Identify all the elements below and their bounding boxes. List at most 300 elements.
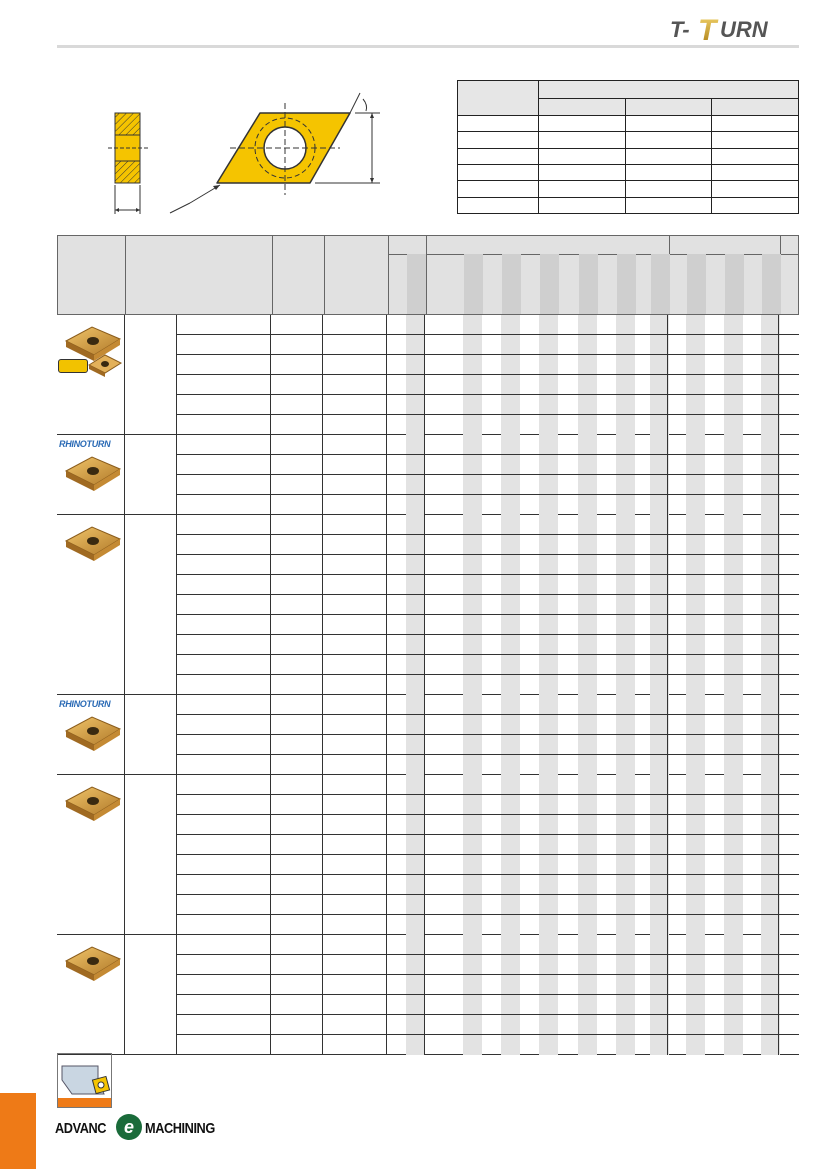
grade-cell [323,355,387,374]
insert-image-cell [57,515,125,694]
grade-cell [323,455,387,474]
grade-cell [668,415,779,435]
logo-e-icon [115,1113,143,1141]
grade-cell [425,715,668,734]
grade-cell [425,515,668,534]
grade-cell [425,455,668,474]
grade-cell [668,955,779,974]
grid-header-stripe [407,254,426,314]
insert-icon [58,519,124,579]
grade-row [177,555,799,575]
grade-cell [425,975,668,994]
grade-cell [668,795,779,814]
grade-cell [668,715,779,734]
grade-cell [387,595,425,614]
grade-cell [323,875,387,894]
grade-cell [425,735,668,754]
grade-cell [425,955,668,974]
grade-cell [271,515,323,534]
grade-cell [668,815,779,834]
grade-cell [425,475,668,494]
grade-row [177,315,799,335]
grade-cell [323,975,387,994]
grade-cell [668,755,779,775]
designation-cell [177,755,271,775]
grade-row [177,775,799,795]
grid-header-stripe [725,254,744,314]
grade-cell [271,455,323,474]
grade-cell [425,635,668,654]
grade-cell [387,335,425,354]
grade-cell [668,455,779,474]
grade-row [177,615,799,635]
grade-cell [668,915,779,935]
grade-cell [323,495,387,515]
grade-cell [387,635,425,654]
grade-cell [387,895,425,914]
grade-cell [387,515,425,534]
grade-cell [271,375,323,394]
insert-group [57,935,799,1055]
insert-name-cell [125,435,177,514]
grade-cell [425,895,668,914]
insert-image-cell [57,935,125,1054]
designation-cell [177,995,271,1014]
grade-cell [425,1035,668,1055]
grade-cell [425,855,668,874]
grade-cell [668,975,779,994]
insert-image-cell [57,695,125,774]
grade-cell [271,315,323,334]
designation-cell [177,715,271,734]
grade-cell [387,775,425,794]
insert-icon [58,779,124,839]
insert-top-view [150,85,390,220]
grade-cell [425,795,668,814]
grade-cell [425,815,668,834]
grade-cell [271,535,323,554]
designation-cell [177,795,271,814]
grade-row [177,675,799,695]
grade-cell [323,775,387,794]
grade-cell [387,695,425,714]
grade-cell [271,935,323,954]
grade-cell [323,375,387,394]
insert-name-cell [125,695,177,774]
grade-cell [425,575,668,594]
rhinoturn-logo: RHINOTURN [59,699,111,709]
grade-cell [425,675,668,695]
grade-cell [387,555,425,574]
grade-cell [425,995,668,1014]
grid-divider [272,236,273,314]
grade-cell [668,1015,779,1034]
grade-cell [425,375,668,394]
grade-row [177,735,799,755]
grade-cell [271,855,323,874]
grade-cell [271,915,323,935]
designation-cell [177,615,271,634]
grade-row [177,495,799,515]
designation-cell [177,735,271,754]
grade-row [177,1015,799,1035]
grade-cell [323,595,387,614]
designation-cell [177,855,271,874]
small-insert-icon [85,351,125,379]
grade-row [177,975,799,995]
grade-cell [387,855,425,874]
grade-cell [387,835,425,854]
grade-cell [323,315,387,334]
grid-header-stripe [762,254,781,314]
grade-cell [668,875,779,894]
grade-cell [323,715,387,734]
grid-divider [125,236,126,314]
grade-cell [271,435,323,454]
grade-tag [58,359,88,373]
workpiece-icon [58,1054,111,1098]
grade-cell [387,915,425,935]
grade-cell [387,715,425,734]
designation-cell [177,1015,271,1034]
grid-divider [426,236,427,314]
insert-image-cell [57,775,125,934]
grid-header-stripe [464,254,483,314]
grade-cell [271,615,323,634]
grade-cell [271,575,323,594]
grade-cell [323,415,387,435]
designation-cell [177,515,271,534]
grade-cell [323,655,387,674]
grade-cell [323,955,387,974]
designation-cell [177,475,271,494]
grade-cell [323,695,387,714]
grade-cell [387,975,425,994]
grade-cell [425,435,668,454]
grade-cell [668,395,779,414]
grade-cell [668,435,779,454]
grade-cell [668,695,779,714]
grade-cell [323,435,387,454]
grade-cell [668,995,779,1014]
grade-cell [425,915,668,935]
grade-cell [323,555,387,574]
grade-cell [323,475,387,494]
insert-image-cell [57,435,125,514]
designation-cell [177,355,271,374]
grade-cell [668,1035,779,1055]
grade-cell [323,835,387,854]
grade-cell [271,555,323,574]
application-icon [57,1053,112,1108]
grade-cell [668,495,779,515]
designation-cell [177,395,271,414]
grade-cell [271,955,323,974]
grade-cell [425,315,668,334]
grade-cell [323,1015,387,1034]
grade-cell [668,675,779,695]
grade-cell [668,555,779,574]
grade-cell [425,775,668,794]
grade-cell [271,495,323,515]
designation-cell [177,655,271,674]
grid-header-stripe [502,254,521,314]
grade-row [177,835,799,855]
grade-cell [387,1035,425,1055]
insert-group [57,435,799,515]
header-rule [57,45,799,48]
designation-cell [177,375,271,394]
grade-row [177,435,799,455]
svg-text:e: e [123,1117,135,1137]
insert-name-cell [125,315,177,434]
grade-row [177,575,799,595]
grade-cell [271,655,323,674]
grade-cell [387,935,425,954]
grade-cell [668,575,779,594]
grade-cell [323,335,387,354]
designation-cell [177,675,271,695]
grade-cell [668,635,779,654]
grade-row [177,935,799,955]
dimension-table [457,80,799,214]
insert-group [57,515,799,695]
grade-cell [323,795,387,814]
grade-cell [668,375,779,394]
grid-header [57,235,799,315]
insert-image-cell [57,315,125,434]
grade-cell [387,435,425,454]
grade-row [177,595,799,615]
designation-cell [177,955,271,974]
grade-row [177,855,799,875]
grade-row [177,895,799,915]
designation-cell [177,535,271,554]
designation-cell [177,415,271,435]
grade-cell [323,575,387,594]
grade-cell [387,955,425,974]
designation-cell [177,895,271,914]
grade-cell [271,635,323,654]
insert-group [57,775,799,935]
grid-divider [388,236,389,314]
insert-icon [58,939,124,999]
grade-cell [323,855,387,874]
grade-cell [323,515,387,534]
grade-row [177,755,799,775]
grade-cell [271,735,323,754]
grade-cell [271,755,323,775]
grade-row [177,995,799,1015]
grade-cell [323,815,387,834]
grade-cell [323,915,387,935]
grid-header-stripe [579,254,598,314]
grade-cell [668,735,779,754]
grade-row [177,515,799,535]
grade-cell [668,335,779,354]
grade-cell [271,815,323,834]
designation-cell [177,775,271,794]
grade-cell [323,395,387,414]
grade-row [177,395,799,415]
grade-row [177,815,799,835]
grade-row [177,915,799,935]
grade-row [177,875,799,895]
insert-name-cell [125,775,177,934]
rhino-insert-icon [58,709,124,769]
designation-cell [177,815,271,834]
grade-cell [387,395,425,414]
grade-cell [425,755,668,775]
grade-row [177,1035,799,1055]
grade-row [177,955,799,975]
grade-row [177,415,799,435]
grade-cell [387,575,425,594]
grade-cell [668,655,779,674]
grade-cell [323,635,387,654]
grade-row [177,475,799,495]
grade-cell [323,755,387,775]
designation-cell [177,915,271,935]
grade-cell [387,815,425,834]
grade-cell [271,715,323,734]
grade-cell [425,875,668,894]
grade-cell [425,495,668,515]
grade-cell [425,835,668,854]
grade-cell [668,855,779,874]
grade-cell [271,975,323,994]
grade-cell [387,735,425,754]
grade-row [177,375,799,395]
grade-cell [271,695,323,714]
t-turn-logo [668,12,800,42]
insert-name-cell [125,515,177,694]
svg-text:URN: URN [720,17,768,42]
grade-cell [425,415,668,435]
designation-cell [177,435,271,454]
grade-row [177,635,799,655]
designation-cell [177,1035,271,1055]
grade-cell [271,1035,323,1055]
grade-cell [425,335,668,354]
grid-divider [324,236,325,314]
grade-cell [271,1015,323,1034]
grade-cell [668,475,779,494]
designation-cell [177,635,271,654]
grade-cell [271,875,323,894]
grade-cell [387,875,425,894]
grade-row [177,535,799,555]
grade-cell [271,895,323,914]
grade-cell [425,555,668,574]
designation-cell [177,835,271,854]
designation-cell [177,595,271,614]
grade-cell [387,995,425,1014]
grid-header-stripe [651,254,670,314]
grade-row [177,715,799,735]
rhinoturn-logo: RHINOTURN [59,439,111,449]
grade-cell [323,995,387,1014]
grade-cell [425,655,668,674]
designation-cell [177,935,271,954]
logo-text-left: ADVANC [55,1120,107,1137]
grade-cell [668,835,779,854]
grade-cell [271,475,323,494]
grade-cell [668,535,779,554]
grade-cell [323,735,387,754]
grade-cell [425,355,668,374]
grade-cell [271,335,323,354]
grade-row [177,695,799,715]
grade-cell [425,1015,668,1034]
grade-cell [387,615,425,634]
designation-cell [177,975,271,994]
svg-text:T: T [698,14,717,42]
grade-cell [387,795,425,814]
designation-cell [177,455,271,474]
designation-cell [177,315,271,334]
grade-cell [387,375,425,394]
insert-name-cell [125,935,177,1054]
grade-row [177,655,799,675]
grade-cell [387,475,425,494]
grade-row [177,455,799,475]
grade-cell [323,675,387,695]
grade-cell [387,415,425,435]
svg-text:T-: T- [670,17,690,42]
rhino-insert-icon [58,449,124,509]
grade-cell [425,535,668,554]
grade-cell [668,935,779,954]
application-icon-bar [58,1098,111,1107]
grade-cell [271,415,323,435]
designation-cell [177,575,271,594]
grade-cell [323,1035,387,1055]
designation-cell [177,335,271,354]
grid-header-stripe [687,254,706,314]
grade-cell [668,355,779,374]
grade-cell [323,535,387,554]
grade-cell [425,695,668,714]
grade-cell [271,775,323,794]
grade-cell [668,515,779,534]
grid-header-stripe [617,254,636,314]
grade-cell [387,535,425,554]
grade-cell [323,935,387,954]
designation-cell [177,695,271,714]
grade-cell [271,395,323,414]
insert-group [57,315,799,435]
side-tab [0,1093,36,1169]
grade-cell [271,835,323,854]
grade-cell [271,675,323,695]
grade-cell [323,895,387,914]
grade-cell [271,995,323,1014]
grade-cell [323,615,387,634]
grade-cell [387,1015,425,1034]
grade-cell [271,595,323,614]
grade-cell [387,655,425,674]
designation-cell [177,495,271,515]
logo-text-right: MACHINING [145,1120,215,1137]
grade-row [177,795,799,815]
designation-cell [177,555,271,574]
grade-cell [425,615,668,634]
grade-cell [387,755,425,775]
grade-cell [387,455,425,474]
insert-group [57,695,799,775]
grade-row [177,335,799,355]
